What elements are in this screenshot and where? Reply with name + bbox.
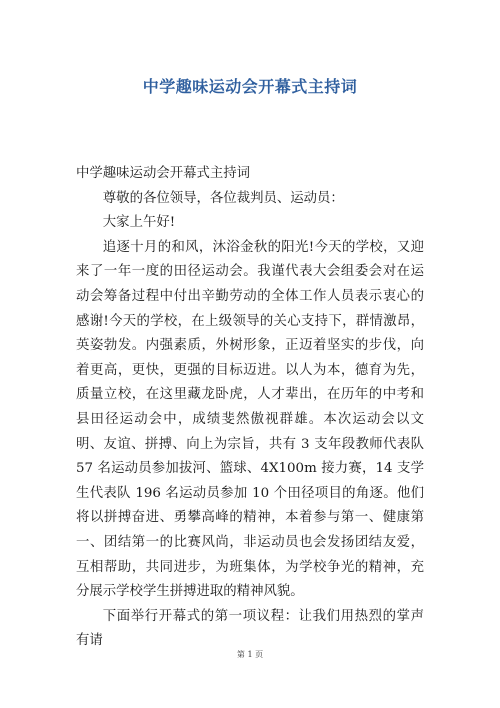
agenda-paragraph: 下面举行开幕式的第一项议程：让我们用热烈的掌声有请 <box>76 608 424 649</box>
document-body <box>76 162 424 654</box>
main-paragraph: 追逐十月的和风，沐浴金秋的阳光!今天的学校，又迎来了一年一度的田径运动会。我谨代表大会组委会对在运动会筹备过程中付出辛勤劳动的全体工作人员表示衷心的感谢!今天的学校，在上级领导的关心支持下，群情激昂，英姿勃发。内强素质，外树形象，正迈着坚实的步伐，向着更高，更快，更强的目标迈进。以人为本，德育为先，质量立校，在这里藏龙卧虎，人才辈出，在历年的中考和县田径运动会中，成绩斐然傲视群雄。本次运动会以文明、友谊、拼搏、向上为宗旨，共有 3 支年段教师代表队 57 名运动员参加拔河、篮球、4X100m 接力赛，14 支学生代表队 196 名运动员参加 10 个田径项目的角逐。他们将以拼搏奋进、勇攀高峰的精神，本着参与第一、健康第一、团结第一的比赛风尚，非运动员也会发扬团结友爱，互相帮助，共同进步，为班集体，为学校争光的精神，充分展示学校学生拼搏进取的精神风貌。 <box>76 239 424 600</box>
document-title: 中学趣味运动会开幕式主持词 <box>142 77 358 96</box>
salutation: 尊敬的各位领导，各位裁判员、运动员： <box>102 190 344 206</box>
page-number: 第 1 页 <box>236 650 264 659</box>
body-heading: 中学趣味运动会开幕式主持词 <box>76 166 251 181</box>
greeting: 大家上午好! <box>102 215 176 231</box>
